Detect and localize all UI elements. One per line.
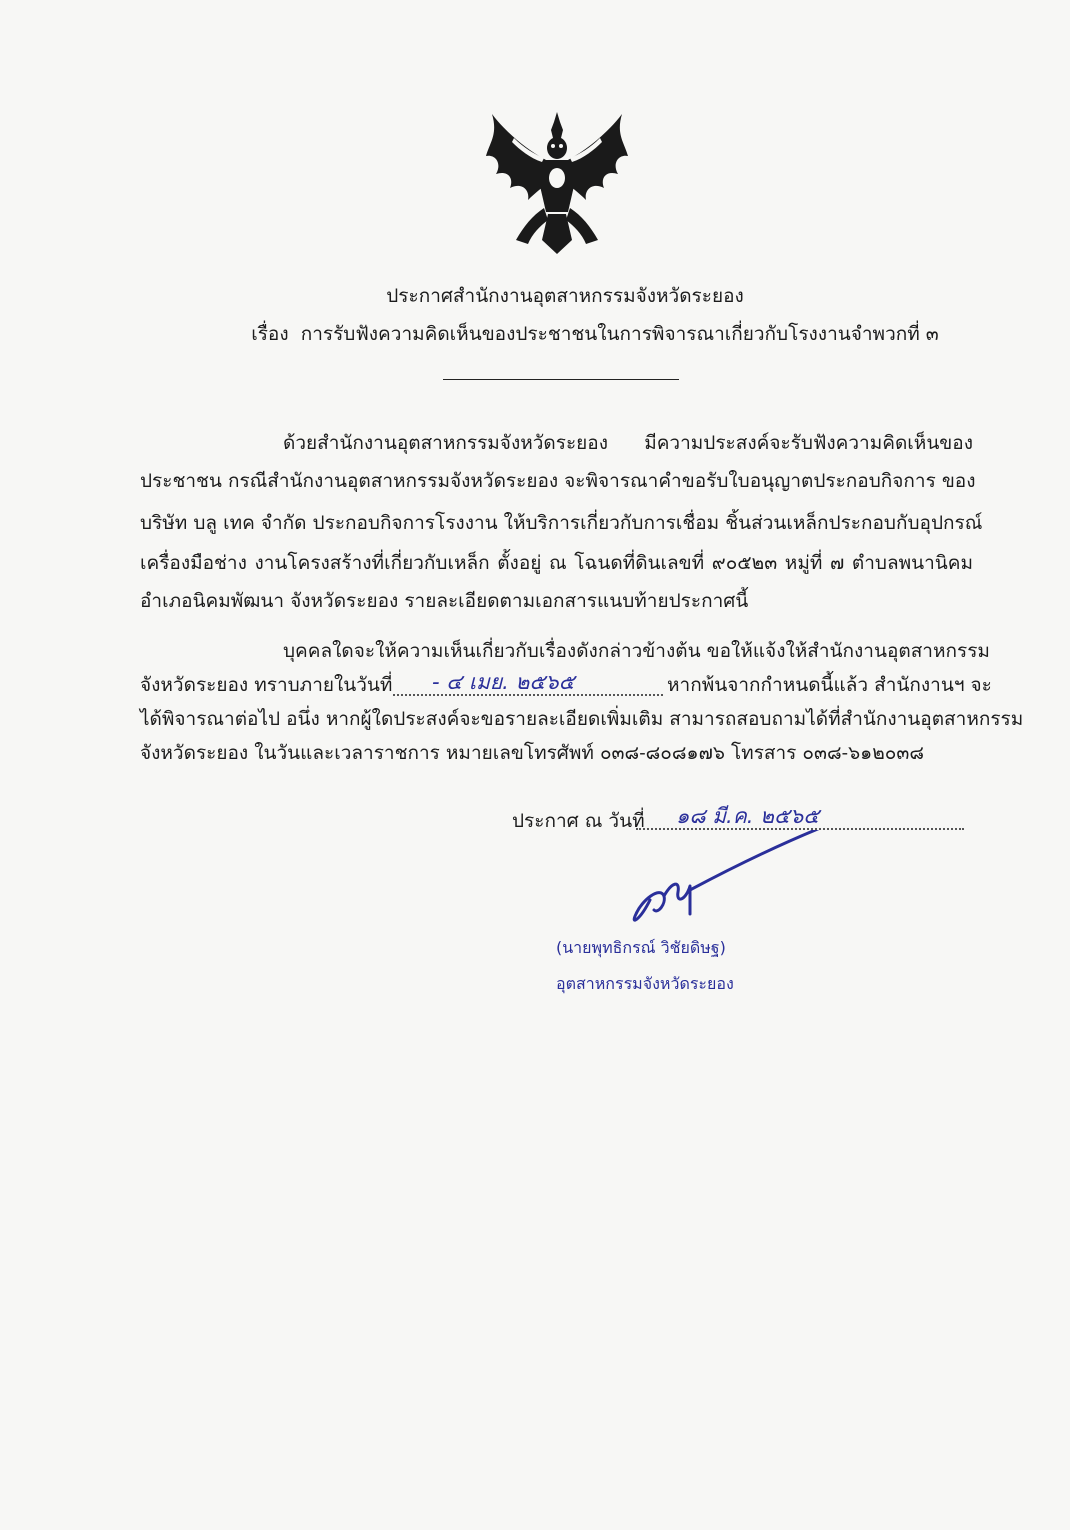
paragraph-2-line-2-end: หากพ้นจากกำหนดนี้แล้ว สำนักงานฯ จะ: [667, 674, 992, 696]
announcement-subject: [60, 320, 1070, 348]
paragraph-2-line-2-start: จังหวัดระยอง ทราบภายในวันที่: [140, 674, 393, 696]
deadline-date-handwritten: - ๔ เมย. ๒๕๖๕: [432, 670, 575, 694]
paragraph-1-line-1: ด้วยสำนักงานอุตสาหกรรมจังหวัดระยอง มีความประสงค์จะรับฟังความคิดเห็นของ: [283, 432, 973, 454]
subject-text: การรับฟังความคิดเห็นของประชาชนในการพิจารณาเกี่ยวกับโรงงานจำพวกที่ ๓: [300, 323, 939, 345]
handwritten-signature: [620, 830, 840, 940]
heading-divider: [443, 379, 679, 380]
signatory-position: อุตสาหกรรมจังหวัดระยอง: [556, 974, 734, 993]
paragraph-1-line-5: อำเภอนิคมพัฒนา จังหวัดระยอง รายละเอียดตามเอกสารแนบท้ายประกาศนี้: [140, 590, 749, 612]
announce-date-handwritten: ๑๘ มี.ค. ๒๕๖๕: [676, 804, 820, 828]
paragraph-2-line-1: บุคคลใดจะให้ความเห็นเกี่ยวกับเรื่องดังกล่าวข้างต้น ขอให้แจ้งให้สำนักงานอุตสาหกรรม: [283, 640, 990, 662]
paragraph-1-line-4: เครื่องมือช่าง งานโครงสร้างที่เกี่ยวกับเหล็ก ตั้งอยู่ ณ โฉนดที่ดินเลขที่ ๙๐๕๒๓ หมู่ที่ ๗ ตำบลพนานิคม: [140, 552, 973, 574]
garuda-emblem: [484, 108, 630, 258]
paragraph-1-line-3: บริษัท บลู เทค จำกัด ประกอบกิจการโรงงาน ให้บริการเกี่ยวกับการเชื่อม ชิ้นส่วนเหล็กประกอบกับอุปกรณ์: [140, 512, 983, 534]
subject-label: เรื่อง: [251, 323, 289, 345]
announcement-title: ประกาศสำนักงานอุตสาหกรรมจังหวัดระยอง: [386, 285, 744, 307]
paragraph-1-line-2: ประชาชน กรณีสำนักงานอุตสาหกรรมจังหวัดระยอง จะพิจารณาคำขอรับใบอนุญาตประกอบกิจการ ของ: [140, 470, 976, 492]
signatory-name: (นายพุทธิกรณ์ วิชัยดิษฐ): [556, 938, 726, 957]
announce-date-label: ประกาศ ณ วันที่: [512, 810, 645, 832]
paragraph-2-line-4: จังหวัดระยอง ในวันและเวลาราชการ หมายเลขโทรศัพท์ ๐๓๘-๘๐๘๑๗๖ โทรสาร ๐๓๘-๖๑๒๐๓๘: [140, 742, 924, 764]
paragraph-2-line-3: ได้พิจารณาต่อไป อนึ่ง หากผู้ใดประสงค์จะขอรายละเอียดเพิ่มเติม สามารถสอบถามได้ที่สำนักงานอุตสาหกรรม: [140, 708, 1024, 730]
